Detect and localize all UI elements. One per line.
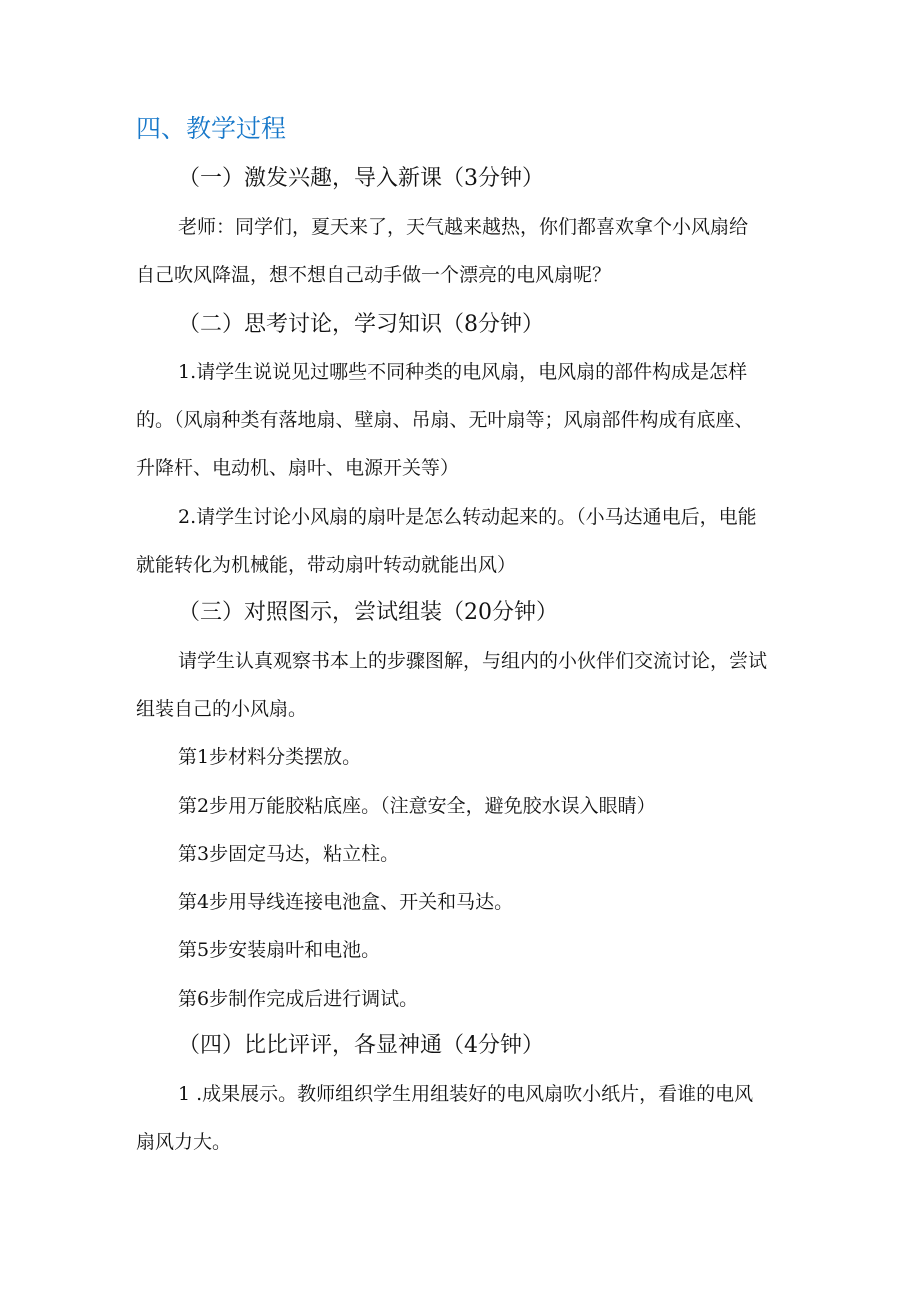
part2-item2-line1: 2.请学生讨论小风扇的扇叶是怎么转动起来的。（小马达通电后，电能 bbox=[178, 506, 757, 528]
part3-paragraph-line2: 组装自己的小风扇。 bbox=[136, 698, 308, 720]
part2-item1-line3: 升降杆、电动机、扇叶、电源开关等） bbox=[136, 457, 460, 479]
part2-item2-line2: 就能转化为机械能，带动扇叶转动就能出风） bbox=[136, 554, 517, 576]
part4-item1-line1: 1 .成果展示。教师组织学生用组装好的电风扇吹小纸片，看谁的电风 bbox=[178, 1083, 754, 1105]
step-item: 第2步用万能胶粘底座。（注意安全，避免胶水误入眼睛） bbox=[178, 795, 656, 817]
step-item: 第3步固定马达，粘立柱。 bbox=[178, 843, 400, 865]
step-item: 第6步制作完成后进行调试。 bbox=[178, 988, 419, 1010]
part1-paragraph-line1: 老师：同学们，夏天来了，天气越来越热，你们都喜欢拿个小风扇给 bbox=[178, 216, 749, 238]
part2-item1-line1: 1.请学生说说见过哪些不同种类的电风扇，电风扇的部件构成是怎样 bbox=[178, 361, 748, 383]
part1-heading: （一）激发兴趣，导入新课（3分钟） bbox=[178, 166, 544, 191]
part2-item1-line2: 的。（风扇种类有落地扇、壁扇、吊扇、无叶扇等；风扇部件构成有底座、 bbox=[136, 409, 754, 431]
step-item: 第4步用导线连接电池盒、开关和马达。 bbox=[178, 891, 514, 913]
part3-paragraph-line1: 请学生认真观察书本上的步骤图解，与组内的小伙伴们交流讨论，尝试 bbox=[178, 650, 768, 672]
part3-heading: （三）对照图示，尝试组装（20分钟） bbox=[178, 600, 558, 625]
part4-item1-line2: 扇风力大。 bbox=[136, 1131, 232, 1153]
step-item: 第5步安装扇叶和电池。 bbox=[178, 939, 381, 961]
part2-heading: （二）思考讨论，学习知识（8分钟） bbox=[178, 312, 544, 337]
section-title: 四、教学过程 bbox=[136, 114, 287, 143]
step-item: 第1步材料分类摆放。 bbox=[178, 746, 362, 768]
part4-heading: （四）比比评评，各显神通（4分钟） bbox=[178, 1033, 544, 1058]
part1-paragraph-line2: 自己吹风降温，想不想自己动手做一个漂亮的电风扇呢？ bbox=[136, 264, 612, 286]
